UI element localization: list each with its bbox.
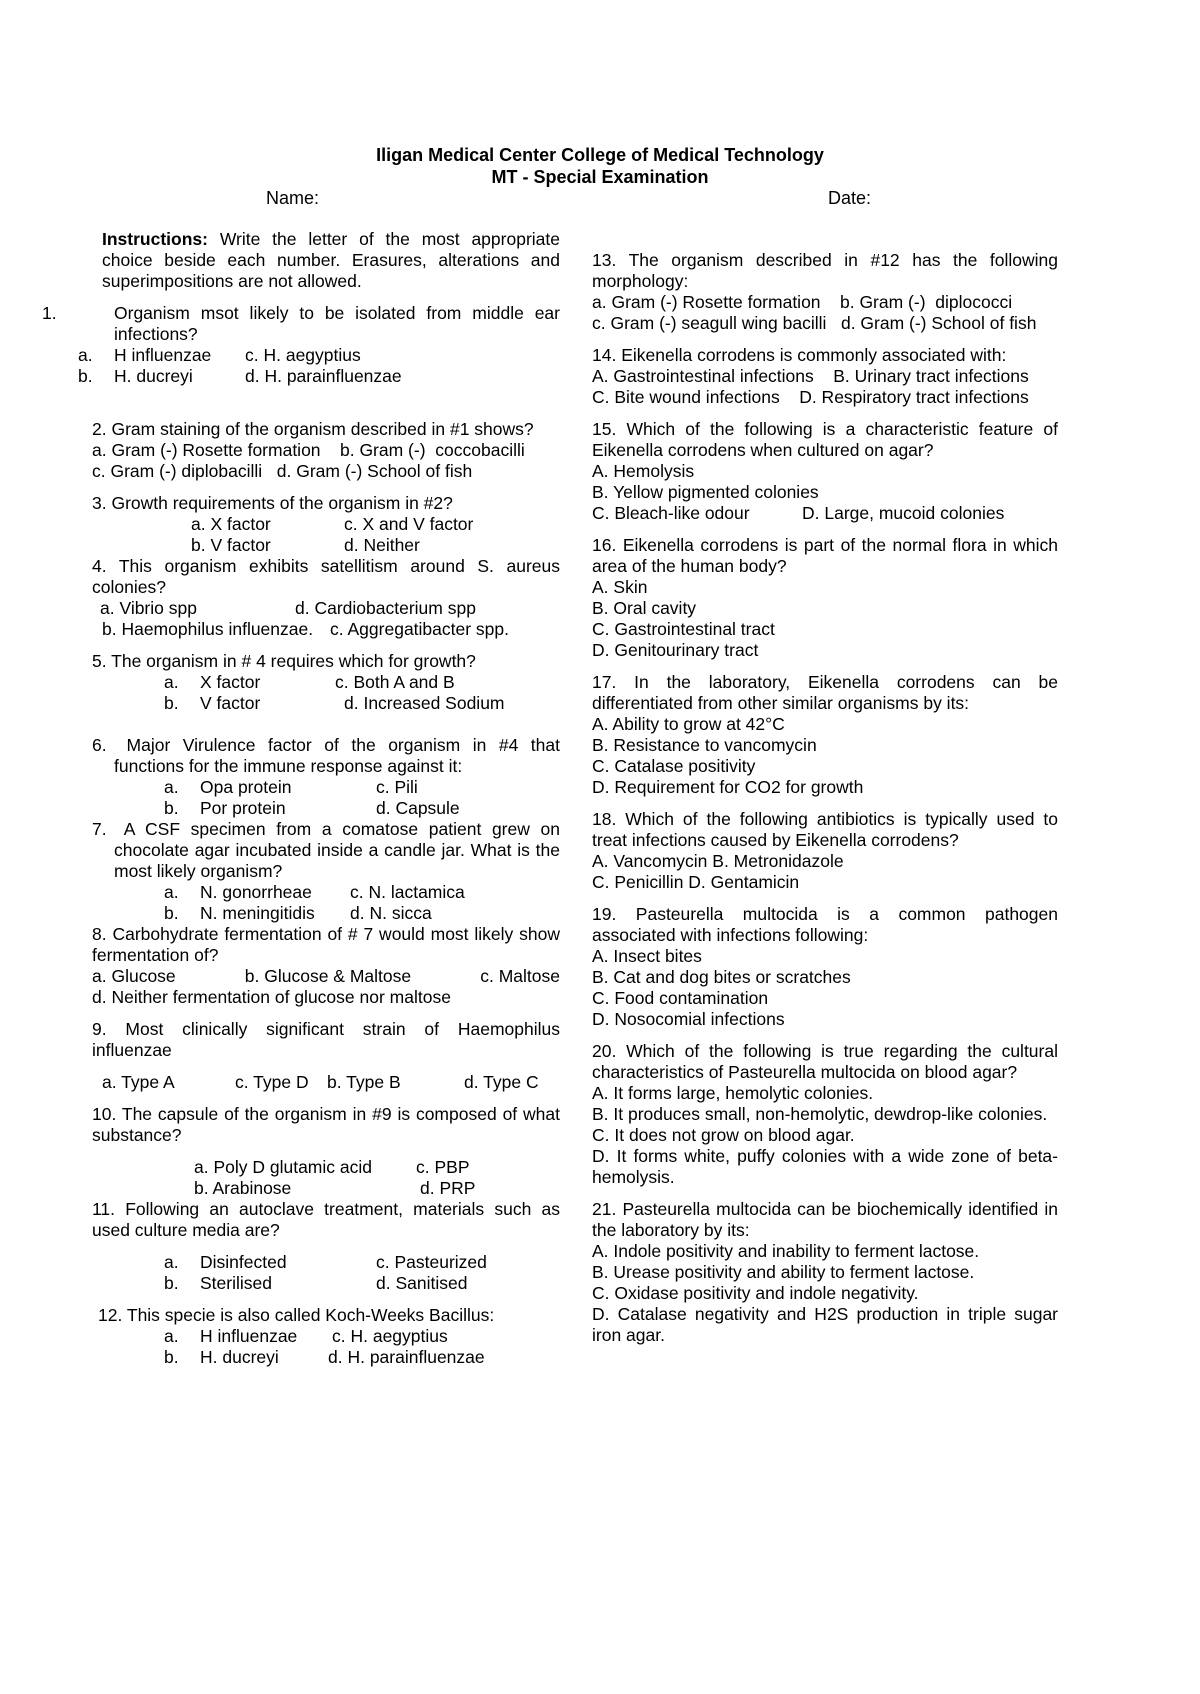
question-5: 5. The organism in # 4 requires which for growth? a. X factor c. Both A and B b. V factor d. Increased Sodium bbox=[92, 651, 560, 714]
question-7: 7. A CSF specimen from a comatose patient grew on chocolate agar incubated inside a candle jar. What is the most likely organism? a. N. gonorrheae c. N. lactamica b. N. meningitidis d. N. sicca bbox=[92, 819, 560, 923]
question-3: 3. Growth requirements of the organism in #2? a. X factor c. X and V factor b. V factor d. Neither bbox=[92, 493, 560, 556]
question-18-stem: 18. Which of the following antibiotics is typically used to treat infections caused by Eikenella corrodens? bbox=[592, 809, 1058, 850]
date-label: Date: bbox=[828, 188, 872, 208]
question-1 bbox=[42, 303, 560, 387]
question-8-stem: 8. Carbohydrate fermentation of # 7 would most likely show fermentation of? bbox=[92, 924, 560, 965]
question-2-options-row1: a. Gram (-) Rosette formation b. Gram (-) coccobacilli bbox=[92, 440, 525, 460]
question-20-stem: 20. Which of the following is true regarding the cultural characteristics of Pasteurella multocida on blood agar? bbox=[592, 1041, 1058, 1082]
question-3-stem: 3. Growth requirements of the organism in #2? bbox=[92, 493, 453, 513]
question-7-stem: 7. A CSF specimen from a comatose patient grew on chocolate agar incubated inside a candle jar. What is the most likely organism? bbox=[92, 819, 560, 881]
question-11: 11. Following an autoclave treatment, materials such as used culture media are? a. Disinfected c. Pasteurized b. Sterilised d. Sanitised bbox=[92, 1199, 560, 1293]
right-column bbox=[592, 250, 1058, 1346]
question-20: 20. Which of the following is true regarding the cultural characteristics of Pasteurella multocida on blood agar? A. It forms large, hemolytic colonies. B. It produces small, non-hemolytic, dewdrop-like colonies. C. It does not grow on blood agar. D. It forms white, puffy colonies with a wide zone of beta-hemolysis. bbox=[592, 1041, 1058, 1187]
question-6-stem: 6. Major Virulence factor of the organism in #4 that functions for the immune response against it: bbox=[92, 735, 561, 776]
question-11-stem: 11. Following an autoclave treatment, materials such as used culture media are? bbox=[92, 1199, 560, 1240]
question-15-stem: 15. Which of the following is a characteristic feature of Eikenella corrodens when cultured on agar? bbox=[592, 419, 1058, 460]
question-1-options-row1: a. H influenzae c. H. aegyptius bbox=[78, 345, 361, 365]
question-2-stem: 2. Gram staining of the organism described in #1 shows? bbox=[92, 419, 534, 439]
question-21: 21. Pasteurella multocida can be biochemically identified in the laboratory by its: A. Indole positivity and inability to ferment lactose. B. Urease positivity and ability to ferment lactose. C. Oxidase positivity and indole negativity. D. Catalase negativity and H2S production in triple sugar iron agar. bbox=[592, 1199, 1058, 1345]
school-title: Iligan Medical Center College of Medical Technology bbox=[376, 145, 824, 165]
instructions-text: Write the letter of the most appropriate choice beside each number. Erasures, alterations and superimpositions are not allowed. bbox=[102, 229, 560, 291]
question-19: 19. Pasteurella multocida is a common pathogen associated with infections following: A. Insect bites B. Cat and dog bites or scratches C. Food contamination D. Nosocomial infections bbox=[592, 904, 1058, 1029]
instructions-label: Instructions: bbox=[102, 229, 208, 249]
question-1-options-row2: b. H. ducreyi d. H. parainfluenzae bbox=[78, 366, 402, 386]
name-label: Name: bbox=[266, 188, 320, 208]
question-2-options-row2: c. Gram (-) diplobacilli d. Gram (-) School of fish bbox=[92, 461, 473, 481]
question-4: 4. This organism exhibits satellitism around S. aureus colonies? a. Vibrio spp d. Cardiobacterium spp b. Haemophilus influenzae. c. Aggregatibacter spp. bbox=[92, 556, 560, 639]
question-8: 8. Carbohydrate fermentation of # 7 would most likely show fermentation of? a. Glucose b. Glucose & Maltose c. Maltose d. Neither fermentation of glucose nor maltose bbox=[92, 924, 560, 1007]
question-12: 12. This specie is also called Koch-Weeks Bacillus: a. H influenzae c. H. aegyptius b. H. ducreyi d. H. parainfluenzae bbox=[92, 1305, 560, 1368]
question-5-stem: 5. The organism in # 4 requires which for growth? bbox=[92, 651, 476, 671]
question-12-stem: 12. This specie is also called Koch-Weeks Bacillus: bbox=[98, 1305, 495, 1325]
question-13: 13. The organism described in #12 has the following morphology: a. Gram (-) Rosette formation b. Gram (-) diplococci c. Gram (-) seagull wing bacilli d. Gram (-) School of fish bbox=[592, 250, 1058, 333]
question-16-stem: 16. Eikenella corrodens is part of the normal flora in which area of the human body? bbox=[592, 535, 1058, 576]
question-14: 14. Eikenella corrodens is commonly associated with: A. Gastrointestinal infections B. Urinary tract infections C. Bite wound infections D. Respiratory tract infections bbox=[592, 345, 1058, 408]
question-4-stem: 4. This organism exhibits satellitism around S. aureus colonies? bbox=[92, 556, 560, 597]
question-21-stem: 21. Pasteurella multocida can be biochemically identified in the laboratory by its: bbox=[592, 1199, 1058, 1240]
question-17-stem: 17. In the laboratory, Eikenella corrodens can be differentiated from other similar organisms by its: bbox=[592, 672, 1058, 713]
question-9: 9. Most clinically significant strain of Haemophilus influenzae a. Type A c. Type D b. Type B d. Type C bbox=[92, 1019, 560, 1092]
question-10: 10. The capsule of the organism in #9 is composed of what substance? a. Poly D glutamic acid c. PBP b. Arabinose d. PRP bbox=[92, 1104, 560, 1198]
question-10-stem: 10. The capsule of the organism in #9 is composed of what substance? bbox=[92, 1104, 560, 1145]
exam-title: MT - Special Examination bbox=[491, 167, 709, 187]
question-9-stem: 9. Most clinically significant strain of Haemophilus influenzae bbox=[92, 1019, 560, 1060]
question-16: 16. Eikenella corrodens is part of the normal flora in which area of the human body? A. Skin B. Oral cavity C. Gastrointestinal tract D. Genitourinary tract bbox=[592, 535, 1058, 660]
left-column bbox=[42, 229, 561, 1368]
question-15: 15. Which of the following is a characteristic feature of Eikenella corrodens when cultured on agar? A. Hemolysis B. Yellow pigmented colonies C. Bleach-like odour D. Large, mucoid colonies bbox=[592, 419, 1058, 523]
question-14-stem: 14. Eikenella corrodens is commonly associated with: bbox=[592, 345, 1007, 365]
question-17: 17. In the laboratory, Eikenella corrodens can be differentiated from other similar organisms by its: A. Ability to grow at 42°C B. Resistance to vancomycin C. Catalase positivity D. Requirement for CO2 for growth bbox=[592, 672, 1058, 797]
question-18: 18. Which of the following antibiotics is typically used to treat infections caused by Eikenella corrodens? A. Vancomycin B. Metronidazole C. Penicillin D. Gentamicin bbox=[592, 809, 1058, 892]
question-19-stem: 19. Pasteurella multocida is a common pathogen associated with infections following: bbox=[592, 904, 1058, 945]
question-6: 6. Major Virulence factor of the organism in #4 that functions for the immune response against it: a. Opa protein c. Pili b. Por protein d. Capsule bbox=[92, 735, 561, 818]
question-1-stem: 1. Organism msot likely to be isolated from middle ear infections? bbox=[42, 303, 560, 344]
instructions bbox=[92, 229, 560, 292]
question-13-stem: 13. The organism described in #12 has the following morphology: bbox=[592, 250, 1058, 291]
question-2 bbox=[92, 419, 560, 482]
